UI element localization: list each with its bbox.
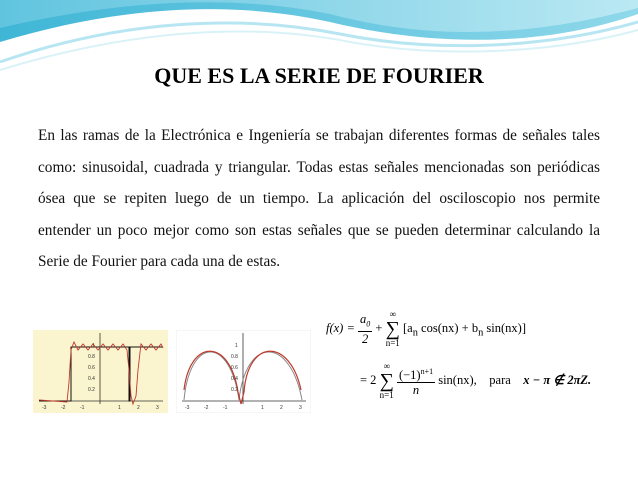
sin-term: sin(nx), <box>438 372 477 387</box>
para-word: para <box>489 372 511 387</box>
square-x-tick-label: 1 <box>118 405 121 411</box>
bracket-term: [$a_n$ $\cos(nx) + b_n$ sin(nx)] <box>402 320 526 339</box>
sum-lower-2: n=1 <box>379 390 394 400</box>
sigma-icon: ∑ <box>379 370 394 392</box>
sine-x-tick-label: 1 <box>261 405 264 411</box>
fourier-formula <box>326 305 597 415</box>
summation-1 <box>386 309 400 349</box>
formula-line-2 <box>360 361 591 401</box>
formula-lhs: f(x) = <box>326 320 355 335</box>
a0-denominator: 2 <box>362 332 369 347</box>
sine-x-tick-label: -2 <box>204 405 209 411</box>
square-y-tick-label: 0.4 <box>88 376 95 382</box>
sum-upper-2: ∞ <box>383 361 390 371</box>
sine-y-tick-label: 0.2 <box>231 387 238 393</box>
sine-y-tick-label: 0.6 <box>231 365 238 371</box>
sine-x-tick-label: -3 <box>185 405 190 411</box>
condition: x − π ∉ 2πZ. <box>523 372 592 387</box>
square-y-tick-label: 1 <box>92 343 95 349</box>
slide-title: QUE ES LA SERIE DE FOURIER <box>154 63 484 88</box>
sine-x-tick-label: 2 <box>280 405 283 411</box>
a0-fraction <box>358 312 372 347</box>
sine-plot-background <box>176 330 311 413</box>
sine-x-tick-label: 3 <box>299 405 302 411</box>
sum-upper: ∞ <box>389 309 396 319</box>
sum-lower: n=1 <box>385 338 400 348</box>
square-x-tick-label: 2 <box>137 405 140 411</box>
abs-sine-plot <box>176 330 311 413</box>
coef-numerator: (−1) <box>398 368 421 383</box>
square-y-tick-label: 0.8 <box>88 354 95 360</box>
square-y-tick-label: 0.2 <box>88 387 95 393</box>
sine-y-tick-label: 0.4 <box>231 376 238 382</box>
slide-paragraph: En las ramas de la Electrónica e Ingeniería se trabajan diferentes formas de señales tales como: sinusoidal, cuadrada y triangular. Todas estas señales mencionadas son periódicas ósea que se repiten luego de un tiempo. La aplicación del osciloscopio nos permite entender un poco mejor como son estas señales que se pueden determinar calculando la Serie de Fourier para cada una de estas. <box>38 127 600 270</box>
coef-exponent: n+1 <box>420 366 434 376</box>
square-x-tick-label: 3 <box>156 405 159 411</box>
coef-denominator: n <box>412 383 420 398</box>
formula-line-1 <box>326 309 526 349</box>
square-x-tick-label: -1 <box>80 405 85 411</box>
sine-y-tick-label: 0.8 <box>231 354 238 360</box>
a0-subscript: 0 <box>366 319 371 329</box>
sine-x-tick-label: -1 <box>223 405 228 411</box>
square-x-tick-label: -3 <box>42 405 47 411</box>
formula-plus: + <box>375 320 383 335</box>
sigma-icon: ∑ <box>385 318 400 340</box>
line2-equals: = 2 <box>360 372 377 387</box>
square-wave-plot <box>33 330 168 413</box>
a0-numerator: a <box>360 311 367 326</box>
square-x-tick-label: -2 <box>61 405 66 411</box>
square-y-tick-label: 0.6 <box>88 365 95 371</box>
coefficient-fraction <box>397 365 435 397</box>
sine-y-tick-label: 1 <box>235 343 238 349</box>
summation-2 <box>380 361 394 401</box>
